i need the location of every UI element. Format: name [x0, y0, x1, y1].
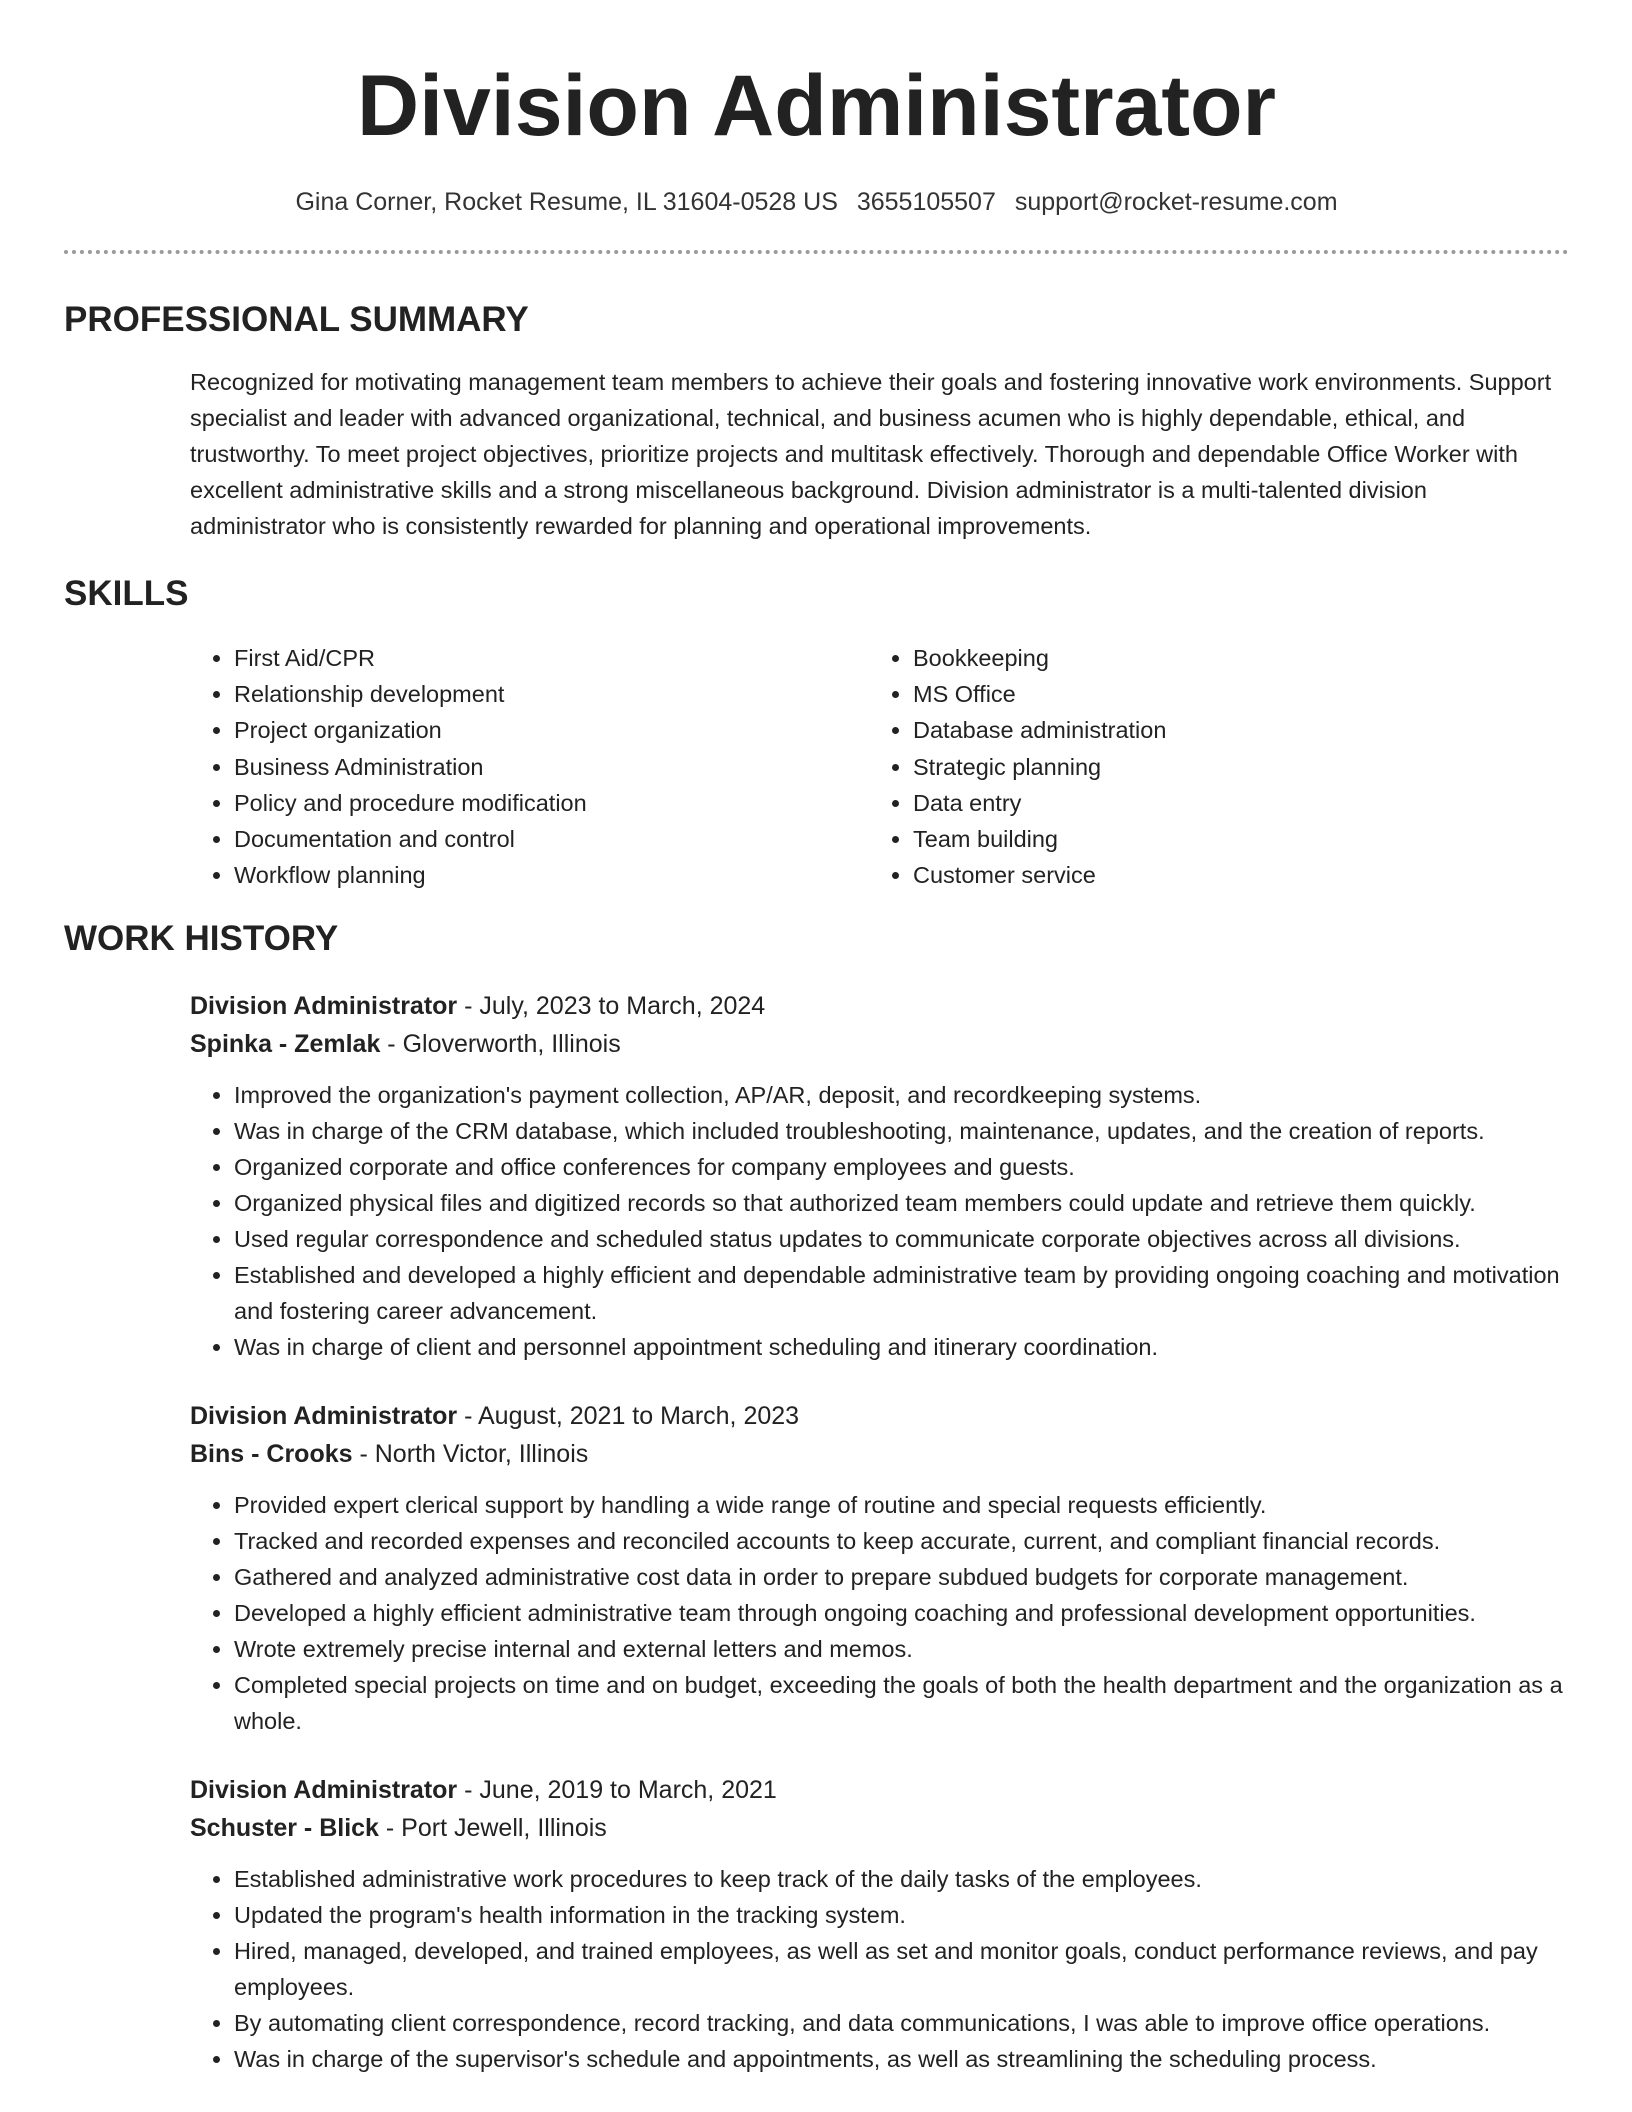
skill-item: • Project organization	[234, 712, 869, 748]
header-divider	[64, 250, 1569, 254]
work-history-heading: WORK HISTORY	[64, 919, 339, 959]
skill-item: • First Aid/CPR	[234, 640, 869, 676]
skills-column-left	[190, 640, 869, 893]
job-dates: - August, 2021 to March, 2023	[457, 1402, 800, 1431]
resume-title: Division Administrator	[356, 58, 1277, 154]
job-bullets	[190, 1077, 1569, 1365]
job-bullet: • Organized physical files and digitized records so that authorized team members could update and retrieve them quickly.	[234, 1185, 1569, 1221]
job-bullet: • Wrote extremely precise internal and external letters and memos.	[234, 1631, 1569, 1667]
job-title-line	[190, 987, 1569, 1025]
job-dates: - July, 2023 to March, 2024	[457, 992, 766, 1021]
job-entry	[190, 1397, 1569, 1739]
job-bullet: • Was in charge of the CRM database, which included troubleshooting, maintenance, updates, and the creation of reports.	[234, 1113, 1569, 1149]
job-bullet: • Tracked and recorded expenses and reconciled accounts to keep accurate, current, and compliant financial records.	[234, 1523, 1569, 1559]
skill-item: • Data entry	[913, 785, 1548, 821]
skill-item: • Customer service	[913, 857, 1548, 893]
contact-email: support@rocket-resume.com	[1014, 188, 1338, 216]
job-location: - Gloverworth, Illinois	[380, 1030, 621, 1059]
contact-phone: 3655105507	[856, 188, 996, 216]
job-title-line	[190, 1397, 1569, 1435]
job-bullet: • Gathered and analyzed administrative cost data in order to prepare subdued budgets for corporate management.	[234, 1559, 1569, 1595]
job-bullet: • By automating client correspondence, record tracking, and data communications, I was able to improve office operations.	[234, 2005, 1569, 2041]
job-company-line	[190, 1025, 1569, 1063]
skill-item: • Database administration	[913, 712, 1548, 748]
job-company-line	[190, 1809, 1569, 1847]
skills-list	[190, 640, 1569, 893]
skill-item: • Relationship development	[234, 676, 869, 712]
job-bullet: • Organized corporate and office conferences for company employees and guests.	[234, 1149, 1569, 1185]
job-company: Spinka - Zemlak	[190, 1030, 381, 1059]
skill-item: • Bookkeeping	[913, 640, 1548, 676]
job-bullet: • Was in charge of client and personnel appointment scheduling and itinerary coordination.	[234, 1329, 1569, 1365]
job-title: Division Administrator	[190, 1402, 458, 1431]
job-bullet: • Established and developed a highly efficient and dependable administrative team by providing ongoing coaching and motivation and fostering career advancement.	[234, 1257, 1569, 1329]
contact-line	[64, 186, 1569, 218]
skill-item: • Workflow planning	[234, 857, 869, 893]
job-bullet: • Used regular correspondence and scheduled status updates to communicate corporate objectives across all divisions.	[234, 1221, 1569, 1257]
skills-column-right	[869, 640, 1548, 893]
job-bullet: • Completed special projects on time and on budget, exceeding the goals of both the health department and the organization as a whole.	[234, 1667, 1569, 1739]
resume-page	[64, 0, 1569, 2077]
job-company: Bins - Crooks	[190, 1440, 353, 1469]
job-location: - Port Jewell, Illinois	[378, 1814, 607, 1843]
skill-item: • Team building	[913, 821, 1548, 857]
job-bullet: • Hired, managed, developed, and trained employees, as well as set and monitor goals, conduct performance reviews, and pay employees.	[234, 1933, 1569, 2005]
skill-item: • Policy and procedure modification	[234, 785, 869, 821]
summary-heading: PROFESSIONAL SUMMARY	[64, 300, 529, 339]
job-bullet: • Improved the organization's payment collection, AP/AR, deposit, and recordkeeping systems.	[234, 1077, 1569, 1113]
summary-text: Recognized for motivating management team members to achieve their goals and fostering innovative work environments. Support specialist and leader with advanced organizational, technical, and business acumen who is highly dependable, ethical, and trustworthy. To meet project objectives, prioritize projects and multitask effectively. Thorough and dependable Office Worker with excellent administrative skills and a strong miscellaneous background. Division administrator is a multi-talented division administrator who is consistently rewarded for planning and operational improvements.	[190, 369, 1552, 539]
job-bullet: • Established administrative work procedures to keep track of the daily tasks of the employees.	[234, 1861, 1569, 1897]
skill-item: • Strategic planning	[913, 749, 1548, 785]
skill-item: • MS Office	[913, 676, 1548, 712]
job-company: Schuster - Blick	[190, 1814, 379, 1843]
job-bullets	[190, 1861, 1569, 2077]
job-title-line	[190, 1771, 1569, 1809]
job-bullets	[190, 1487, 1569, 1739]
job-bullet: • Was in charge of the supervisor's schedule and appointments, as well as streamlining the scheduling process.	[234, 2041, 1569, 2077]
skill-item: • Documentation and control	[234, 821, 869, 857]
job-bullet: • Provided expert clerical support by handling a wide range of routine and special requests efficiently.	[234, 1487, 1569, 1523]
contact-address: Gina Corner, Rocket Resume, IL 31604-0528 US	[295, 188, 838, 216]
job-bullet: • Developed a highly efficient administrative team through ongoing coaching and professional development opportunities.	[234, 1595, 1569, 1631]
job-entry	[190, 987, 1569, 1365]
job-bullet: • Updated the program's health information in the tracking system.	[234, 1897, 1569, 1933]
job-company-line	[190, 1435, 1569, 1473]
job-title: Division Administrator	[190, 992, 458, 1021]
job-location: - North Victor, Illinois	[352, 1440, 589, 1469]
job-title: Division Administrator	[190, 1776, 458, 1805]
job-dates: - June, 2019 to March, 2021	[457, 1776, 777, 1805]
skill-item: • Business Administration	[234, 749, 869, 785]
skills-heading: SKILLS	[64, 574, 189, 613]
job-entry	[190, 1771, 1569, 2077]
